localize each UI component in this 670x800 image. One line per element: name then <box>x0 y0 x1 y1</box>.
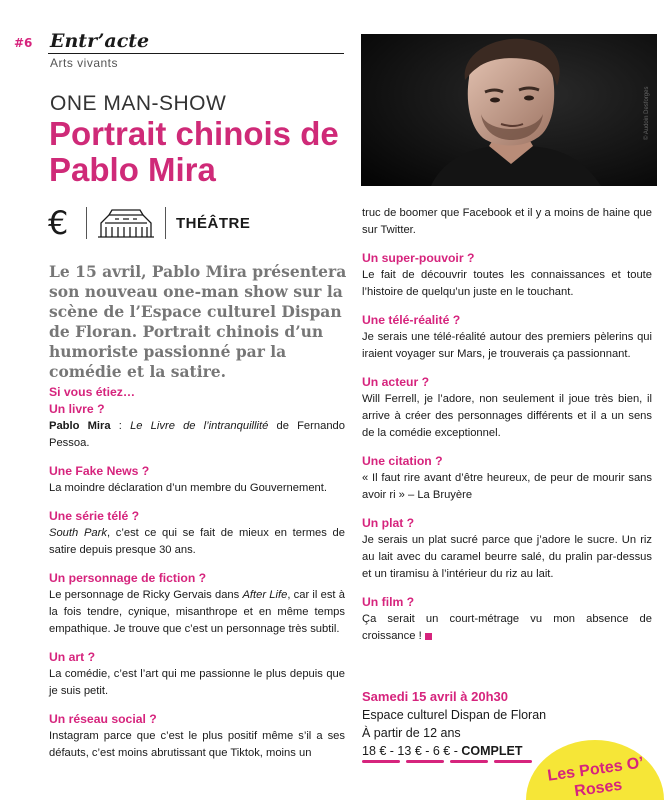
qa-item <box>49 508 345 559</box>
question: Un réseau social ? <box>49 712 157 726</box>
answer: Je serais un plat sucré parce que j’adore le sucre. Un riz au lait avec du caramel beurre salé, du pralin par-dessus et un tiramisu à l’intérieur du riz au lait. <box>362 534 652 580</box>
answer-text: Ça serait un court-métrage vu mon absence de croissance ! <box>362 613 652 642</box>
rule-segment <box>450 760 488 763</box>
price-list: 18 € - 13 € - 6 € - <box>362 744 462 758</box>
question: Une série télé ? <box>49 509 140 523</box>
answer-continuation: truc de boomer que Facebook et il y a moins de haine que sur Twitter. <box>362 207 652 236</box>
decorative-rules <box>362 760 532 763</box>
qa-item <box>362 312 652 363</box>
answer: Instagram parce que c’est le plus positif même s’il a ses défauts, c’est moins abrutissant que Tiktok, moins un <box>49 730 345 759</box>
qa-item <box>362 453 652 504</box>
question: Un plat ? <box>362 516 415 530</box>
qa-item <box>362 594 652 645</box>
lead-question: Si vous étiez… <box>49 385 136 399</box>
answer-pre: Le personnage de Ricky Gervais dans <box>49 589 243 601</box>
rule-segment <box>362 760 400 763</box>
portrait-illustration <box>361 34 657 186</box>
event-venue: Espace culturel Dispan de Floran <box>362 708 547 722</box>
qa-item <box>362 374 652 442</box>
answer-sep: : <box>110 420 131 432</box>
question: Un super-pouvoir ? <box>362 251 475 265</box>
category-label: THÉÂTRE <box>176 214 251 232</box>
answer <box>362 611 652 645</box>
meta-divider <box>165 207 166 239</box>
answer-rest: de Fernando Pessoa. <box>49 420 345 449</box>
rule-segment <box>406 760 444 763</box>
answer <box>49 587 345 638</box>
section-divider <box>48 53 344 54</box>
qa-item <box>362 250 652 301</box>
answer: Le fait de découvrir toutes les connaissances et toute l’histoire de quelqu’un juste en le touchant. <box>362 269 652 298</box>
left-column <box>49 384 345 773</box>
series-title: South Park <box>49 527 107 539</box>
question: Un personnage de fiction ? <box>49 571 207 585</box>
page-number: #6 <box>14 36 33 50</box>
end-of-article-mark <box>425 633 432 640</box>
rule-segment <box>494 760 532 763</box>
answer: « Il faut rire avant d’être heureux, de peur de mourir sans avoir ri » – La Bruyère <box>362 472 652 501</box>
answer <box>49 525 345 559</box>
article-title: Portrait chinois de Pablo Mira <box>49 115 339 188</box>
euro-icon: € <box>48 204 69 242</box>
answer: Je serais une télé-réalité autour des premiers pèlerins qui iraient voyager sur Mars, je trouverais ça passionnant. <box>362 331 652 360</box>
qa-item <box>362 515 652 583</box>
article-intro: Le 15 avril, Pablo Mira présentera son nouveau one-man show sur la scène de l’Espace culturel Dispan de Floran. Portrait chinois d’un humoriste passionné par la comédie et la satire. <box>49 262 347 381</box>
photo-credit: © Audoin Desforges <box>644 86 650 140</box>
qa-item <box>49 570 345 638</box>
article-meta <box>48 204 250 242</box>
event-date: Samedi 15 avril à 20h30 <box>362 689 508 704</box>
answer: La moindre déclaration d’un membre du Gouvernement. <box>49 482 327 494</box>
qa-item <box>49 711 345 762</box>
question: Une Fake News ? <box>49 464 150 478</box>
answer <box>49 418 345 452</box>
section-title: Entr’acte <box>50 30 150 52</box>
answer: La comédie, c’est l’art qui me passionne le plus depuis que je suis petit. <box>49 668 345 697</box>
promo-badge-text: Les Potes O’ Roses <box>546 754 645 800</box>
right-column <box>362 205 652 656</box>
answer: Will Ferrell, je l’adore, non seulement il joue très bien, il arrive à créer des personnages différents et il a un sens de la comédie exceptionnel. <box>362 393 652 439</box>
portrait-photo <box>361 34 657 186</box>
book-title: Le Livre de l’intranquillité <box>130 420 269 432</box>
qa-item <box>49 401 345 452</box>
answer-rest: , c’est ce qui se fait de mieux en termes de satire depuis presque 30 ans. <box>49 527 345 556</box>
question: Un acteur ? <box>362 375 430 389</box>
question: Un film ? <box>362 595 415 609</box>
article-kicker: ONE MAN-SHOW <box>50 92 227 115</box>
question: Une citation ? <box>362 454 443 468</box>
section-subtitle: Arts vivants <box>50 56 119 70</box>
qa-item <box>49 463 345 497</box>
theater-building-icon <box>95 207 157 239</box>
qa-item <box>49 649 345 700</box>
show-title: After Life <box>242 589 288 601</box>
answer-rest: , car il est à la fois tendre, cynique, misanthrope et en même temps empathique. Je trouve que c’est un personnage très subtil. <box>49 589 345 635</box>
question: Un livre ? <box>49 402 105 416</box>
event-status: COMPLET <box>461 744 523 758</box>
meta-divider <box>86 207 87 239</box>
question: Une télé-réalité ? <box>362 313 461 327</box>
question: Un art ? <box>49 650 96 664</box>
event-age: À partir de 12 ans <box>362 726 461 740</box>
answer-name: Pablo Mira <box>49 420 111 432</box>
